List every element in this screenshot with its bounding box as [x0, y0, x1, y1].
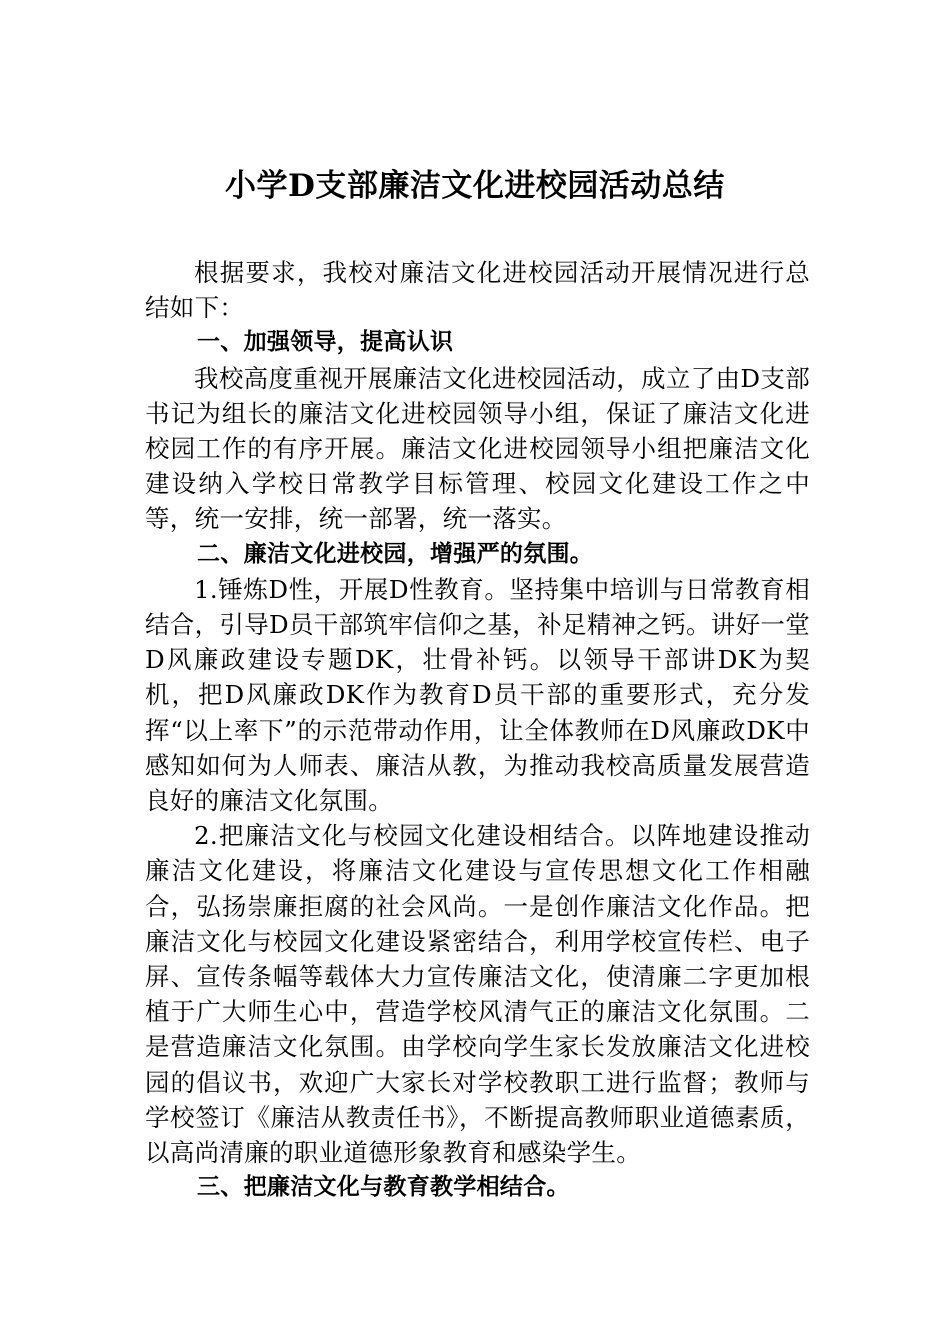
document-title: 小学D支部廉洁文化进校园活动总结	[225, 168, 725, 204]
section-2-paragraph-1: 1.锤炼D性，开展D性教育。坚持集中培训与日常教育相结合，引导D员干部筑牢信仰之基，补足精神之钙。讲好一堂D风廉政建设专题DK，壮骨补钙。以领导干部讲DK为契机，把D风廉政DK作为教育D员干部的重要形式，充分发挥“以上率下”的示范带动作用，让全体教师在D风廉政DK中感知如何为人师表、廉洁从教，为推动我校高质量发展营造良好的廉洁文化氛围。	[145, 574, 810, 816]
section-heading-1: 一、加强领导，提高认识	[197, 329, 454, 356]
section-heading-2: 二、廉洁文化进校园，增强严的氛围。	[197, 540, 594, 567]
document-body	[145, 255, 810, 1205]
intro-paragraph: 根据要求，我校对廉洁文化进校园活动开展情况进行总结如下：	[145, 258, 810, 323]
section-heading-3: 三、把廉洁文化与教育教学相结合。	[197, 1174, 570, 1201]
section-2-paragraph-2: 2.把廉洁文化与校园文化建设相结合。以阵地建设推动廉洁文化建设，将廉洁文化建设与宣传思想文化工作相融合，弘扬崇廉拒腐的社会风尚。一是创作廉洁文化作品。把廉洁文化与校园文化建设紧密结合，利用学校宣传栏、电子屏、宣传条幅等载体大力宣传廉洁文化，使清廉二字更加根植于广大师生心中，营造学校风清气正的廉洁文化氛围。二是营造廉洁文化氛围。由学校向学生家长发放廉洁文化进校园的倡议书，欢迎广大家长对学校教职工进行监督；教师与学校签订《廉洁从教责任书》，不断提高教师职业道德素质，以高尚清廉的职业道德形象教育和感染学生。	[145, 821, 810, 1168]
section-1-paragraph: 我校高度重视开展廉洁文化进校园活动，成立了由D支部书记为组长的廉洁文化进校园领导小组，保证了廉洁文化进校园工作的有序开展。廉洁文化进校园领导小组把廉洁文化建设纳入学校日常教学目标管理、校园文化建设工作之中等，统一安排，统一部署，统一落实。	[145, 363, 810, 534]
